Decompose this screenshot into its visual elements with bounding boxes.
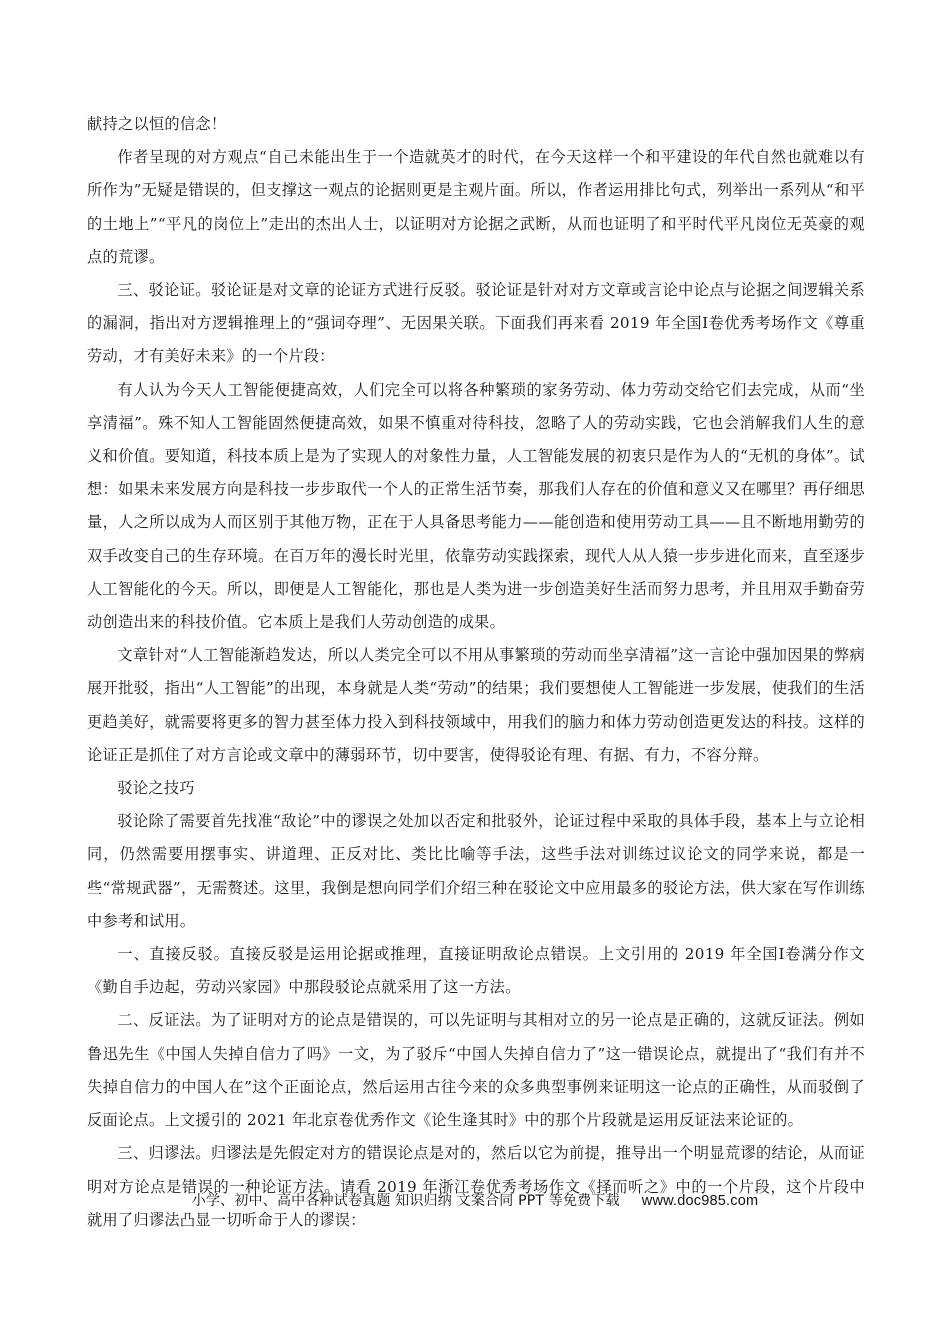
- paragraph-reductio-ad-absurdum: 三、归谬法。归谬法是先假定对方的错误论点是对的，然后以它为前提，推导出一个明显荒谬的结论，从而证明对方论点是错误的一种论证方法。请看 2019 年浙江卷优秀考场作文《择而听之》中的一个片段，这个片段中就用了归谬法凸显一切听命于人的谬误：: [87, 1144, 865, 1229]
- paragraph-essay-excerpt: 有人认为今天人工智能便捷高效，人们完全可以将各种繁琐的家务劳动、体力劳动交给它们去完成，从而“坐享清福”。殊不知人工智能固然便捷高效，如果不慎重对待科技，忽略了人的劳动实践，它也会消解我们人生的意义和价值。要知道，科技本质上是为了实现人的对象性力量，人工智能发展的初衷只是作为人的“无机的身体”。试想：如果未来发展方向是科技一步步取代一个人的正常生活节奏，那我们人存在的价值和意义又在哪里？再仔细思量，人之所以成为人而区别于其他万物，正在于人具备思考能力——能创造和使用劳动工具——且不断地用勤劳的双手改变自己的生存环境。在百万年的漫长时光里，依靠劳动实践探索，现代人从人猿一步步进化而来，直至逐步人工智能化的今天。所以，即便是人工智能化，那也是人类为进一步创造美好生活而努力思考，并且用双手勤奋劳动创造出来的科技价值。它本质上是我们人劳动创造的成果。: [87, 380, 865, 632]
- paragraph-continuation: 献持之以恒的信念！: [87, 115, 227, 133]
- footer-site-link[interactable]: www.doc985.com: [641, 1193, 759, 1209]
- paragraph-techniques-intro: 驳论除了需要首先找准“敌论”中的谬误之处加以否定和批驳外，论证过程中采取的具体手段，基本上与立论相同，仍然需要用摆事实、讲道理、正反对比、类比比喻等手法，这些手法对训练过议论文的同学来说，都是一些“常规武器”，无需赘述。这里，我倒是想向同学们介绍三种在驳论文中应用最多的驳论方法，供大家在写作训练中参考和试用。: [87, 812, 865, 930]
- document-body: [87, 108, 865, 1237]
- paragraph-direct-rebuttal: 一、直接反驳。直接反驳是运用论据或推理，直接证明敌论点错误。上文引用的 2019 年全国Ⅰ卷满分作文《勤自手边起，劳动兴家园》中那段驳论点就采用了这一方法。: [87, 945, 865, 997]
- paragraph-excerpt-analysis: 文章针对“人工智能渐趋发达，所以人类完全可以不用从事繁琐的劳动而坐享清福”这一言论中强加因果的弊病展开批驳，指出“人工智能”的出现，本身就是人类“劳动”的结果；我们要想使人工智能进一步发展，使我们的生活更趋美好，就需要将更多的智力甚至体力投入到科技领域中，用我们的脑力和体力劳动创造更发达的科技。这样的论证正是抓住了对方言论或文章中的薄弱环节，切中要害，使得驳论有理、有据、有力，不容分辩。: [87, 646, 865, 764]
- paragraph-rebuttal-of-argumentation: 三、驳论证。驳论证是对文章的论证方式进行反驳。驳论证是针对对方文章或言论中论点与论据之间逻辑关系的漏洞，指出对方逻辑推理上的“强词夺理”、无因果关联。下面我们再来看 2019 年全国Ⅰ卷优秀考场作文《尊重劳动，才有美好未来》的一个片段：: [87, 281, 865, 366]
- paragraph-analysis-rebuttal-evidence: 作者呈现的对方观点“自己未能出生于一个造就英才的时代，在今天这样一个和平建设的年代自然也就难以有所作为”无疑是错误的，但支撑这一观点的论据则更是主观片面。所以，作者运用排比句式，列举出一系列从“和平的土地上”“平凡的岗位上”走出的杰出人士，以证明对方论据之武断，从而也证明了和平时代平凡岗位无英豪的观点的荒谬。: [87, 148, 865, 266]
- footer-text: 小学、初中、高中各种试卷真题 知识归纳 文案合同 PPT 等免费下载: [191, 1193, 620, 1209]
- page-footer: [0, 1190, 950, 1210]
- section-heading-rebuttal-techniques: 驳论之技巧: [117, 779, 195, 798]
- paragraph-proof-by-contrary: 二、反证法。为了证明对方的论点是错误的，可以先证明与其相对立的另一论点是正确的，这就反证法。例如鲁迅先生《中国人失掉自信力了吗》一文，为了驳斥“中国人失掉自信力了”这一错误论点，就提出了“我们有并不失掉自信力的中国人在”这个正面论点，然后运用古往今来的众多典型事例来证明这一论点的正确性，从而驳倒了反面论点。上文援引的 2021 年北京卷优秀作文《论生逢其时》中的那个片段就是运用反证法来论证的。: [87, 1011, 865, 1130]
